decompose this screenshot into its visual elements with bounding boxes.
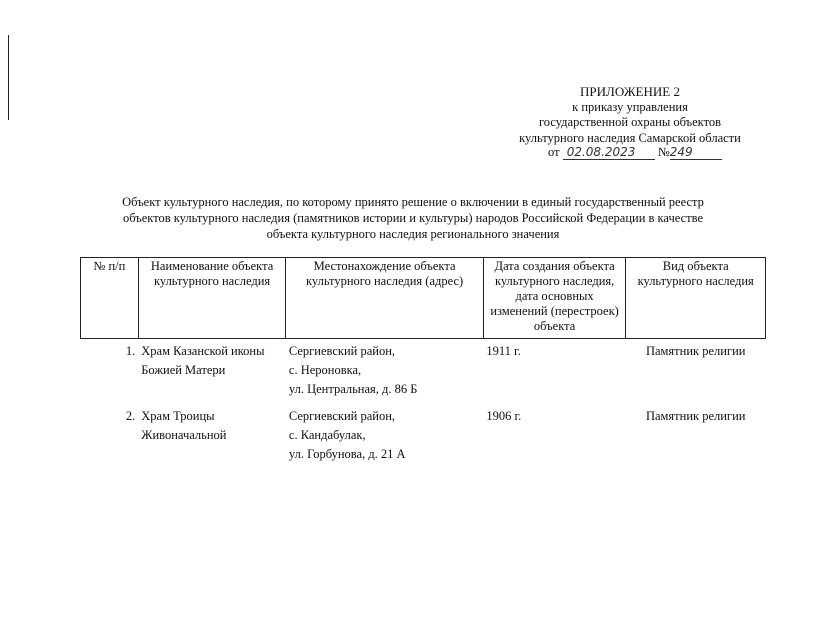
row-name-line: Храм Троицы [141,409,215,423]
header-kind: Вид объекта культурного наследия [626,258,766,339]
appendix-block [480,84,780,146]
appendix-line-1: к приказу управления [572,99,688,114]
table-header-row [81,258,766,339]
appendix-line-3: культурного наследия Самарской области [519,130,741,145]
row-address [286,399,483,464]
order-date: 02.08.2023 [563,146,655,160]
row-address-line: с. Нероновка, [288,363,362,377]
row-name [138,339,286,400]
header-location: Местонахождение объекта культурного наследия (адрес) [286,258,483,339]
from-label: от [548,145,560,159]
row-name [138,399,286,464]
row-kind: Памятник религии [645,344,746,358]
row-number: 1. [125,344,136,358]
heritage-table [80,257,766,464]
heading-line-2: объектов культурного наследия (памятников истории и культуры) народов Российской Федерации в качестве [122,211,704,225]
header-number: № п/п [81,258,139,339]
row-address-line: ул. Горбунова, д. 21 А [288,447,406,461]
row-address [286,339,483,400]
row-address-line: с. Кандабулак, [288,428,366,442]
order-number: 249 [670,146,722,160]
row-name-line: Храм Казанской иконы [141,344,265,358]
row-address-line: Сергиевский район, [288,344,396,358]
row-date: 1911 г. [486,344,521,358]
row-date: 1906 г. [486,409,522,423]
row-name-line: Живоначальной [141,428,227,442]
header-date: Дата создания объекта культурного наследия, дата основных изменений (перестроек) объекта [483,258,626,339]
header-name: Наименование объекта культурного наследия [138,258,286,339]
margin-line [8,35,9,120]
row-number: 2. [125,409,136,423]
appendix-line-2: государственной охраны объектов [538,115,722,129]
heading-line-3: объекта культурного наследия регионального значения [266,227,560,241]
row-kind: Памятник религии [645,409,746,423]
table-row [81,399,766,464]
table-row [81,339,766,400]
heading-line-1: Объект культурного наследия, по которому принято решение о включении в единый государственный реестр [122,195,704,209]
order-date-number [548,145,722,160]
row-name-line: Божией Матери [141,363,226,377]
document-heading [80,194,746,242]
row-address-line: Сергиевский район, [288,409,396,423]
row-address-line: ул. Центральная, д. 86 Б [288,382,418,396]
number-label: № [657,145,670,159]
appendix-title: ПРИЛОЖЕНИЕ 2 [580,84,680,99]
